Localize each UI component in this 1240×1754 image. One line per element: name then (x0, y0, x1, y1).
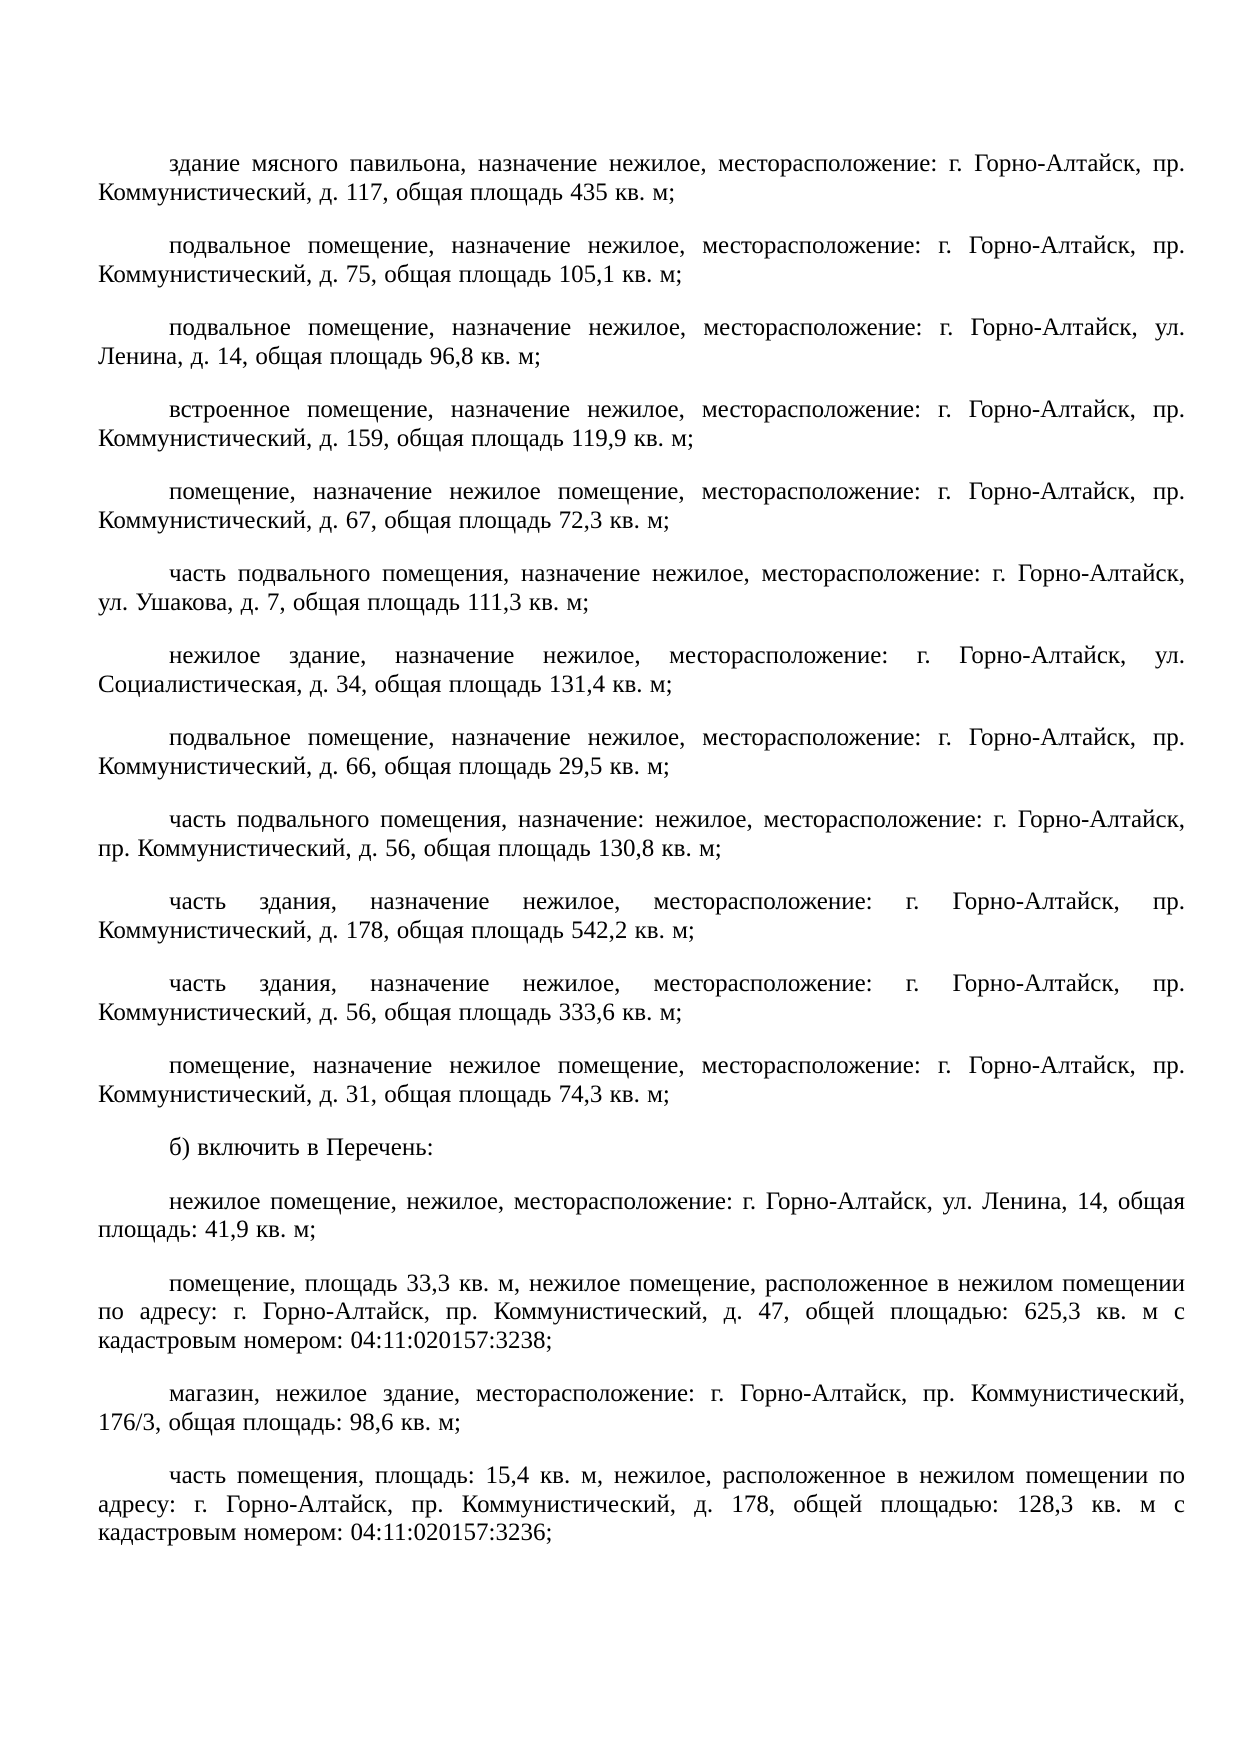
exclude-item-7: нежилое здание, назначение нежилое, месторасположение: г. Горно-Алтайск, ул. Социалистическая, д. 34, общая площадь 131,4 кв. м; (98, 642, 1185, 698)
include-item-2: помещение, площадь 33,3 кв. м, нежилое помещение, расположенное в нежилом помещении по адресу: г. Горно-Алтайск, пр. Коммунистический, д. 47, общей площадью: 625,3 кв. м с кадастровым номером: 04:11:020157:3238; (98, 1269, 1185, 1354)
exclude-item-8: подвальное помещение, назначение нежилое, месторасположение: г. Горно-Алтайск, пр. Коммунистический, д. 66, общая площадь 29,5 кв. м; (98, 724, 1185, 780)
exclude-item-12: помещение, назначение нежилое помещение, месторасположение: г. Горно-Алтайск, пр. Коммунистический, д. 31, общая площадь 74,3 кв. м; (98, 1052, 1185, 1108)
exclude-item-3: подвальное помещение, назначение нежилое, месторасположение: г. Горно-Алтайск, ул. Ленина, д. 14, общая площадь 96,8 кв. м; (98, 314, 1185, 370)
exclude-item-11: часть здания, назначение нежилое, месторасположение: г. Горно-Алтайск, пр. Коммунистический, д. 56, общая площадь 333,6 кв. м; (98, 970, 1185, 1026)
include-item-3: магазин, нежилое здание, месторасположение: г. Горно-Алтайск, пр. Коммунистический, 176/3, общая площадь: 98,6 кв. м; (98, 1380, 1185, 1436)
exclude-item-4: встроенное помещение, назначение нежилое, месторасположение: г. Горно-Алтайск, пр. Коммунистический, д. 159, общая площадь 119,9 кв. м; (98, 396, 1185, 452)
exclude-item-10: часть здания, назначение нежилое, месторасположение: г. Горно-Алтайск, пр. Коммунистический, д. 178, общая площадь 542,2 кв. м; (98, 888, 1185, 944)
include-item-1: нежилое помещение, нежилое, месторасположение: г. Горно-Алтайск, ул. Ленина, 14, общая площадь: 41,9 кв. м; (98, 1187, 1185, 1243)
exclude-item-9: часть подвального помещения, назначение: нежилое, месторасположение: г. Горно-Алтайск, пр. Коммунистический, д. 56, общая площадь 130,8 кв. м; (98, 806, 1185, 862)
exclude-item-5: помещение, назначение нежилое помещение, месторасположение: г. Горно-Алтайск, пр. Коммунистический, д. 67, общая площадь 72,3 кв. м; (98, 478, 1185, 534)
exclude-item-2: подвальное помещение, назначение нежилое, месторасположение: г. Горно-Алтайск, пр. Коммунистический, д. 75, общая площадь 105,1 кв. м; (98, 232, 1185, 288)
exclude-item-6: часть подвального помещения, назначение нежилое, месторасположение: г. Горно-Алтайск, ул. Ушакова, д. 7, общая площадь 111,3 кв. м; (98, 560, 1185, 616)
exclude-item-1: здание мясного павильона, назначение нежилое, месторасположение: г. Горно-Алтайск, пр. Коммунистический, д. 117, общая площадь 435 кв. м; (98, 150, 1185, 206)
include-section-heading: б) включить в Перечень: (169, 1134, 434, 1161)
include-item-4: часть помещения, площадь: 15,4 кв. м, нежилое, расположенное в нежилом помещении по адресу: г. Горно-Алтайск, пр. Коммунистический, д. 178, общей площадью: 128,3 кв. м с кадастровым номером: 04:11:020157:3236; (98, 1462, 1185, 1546)
